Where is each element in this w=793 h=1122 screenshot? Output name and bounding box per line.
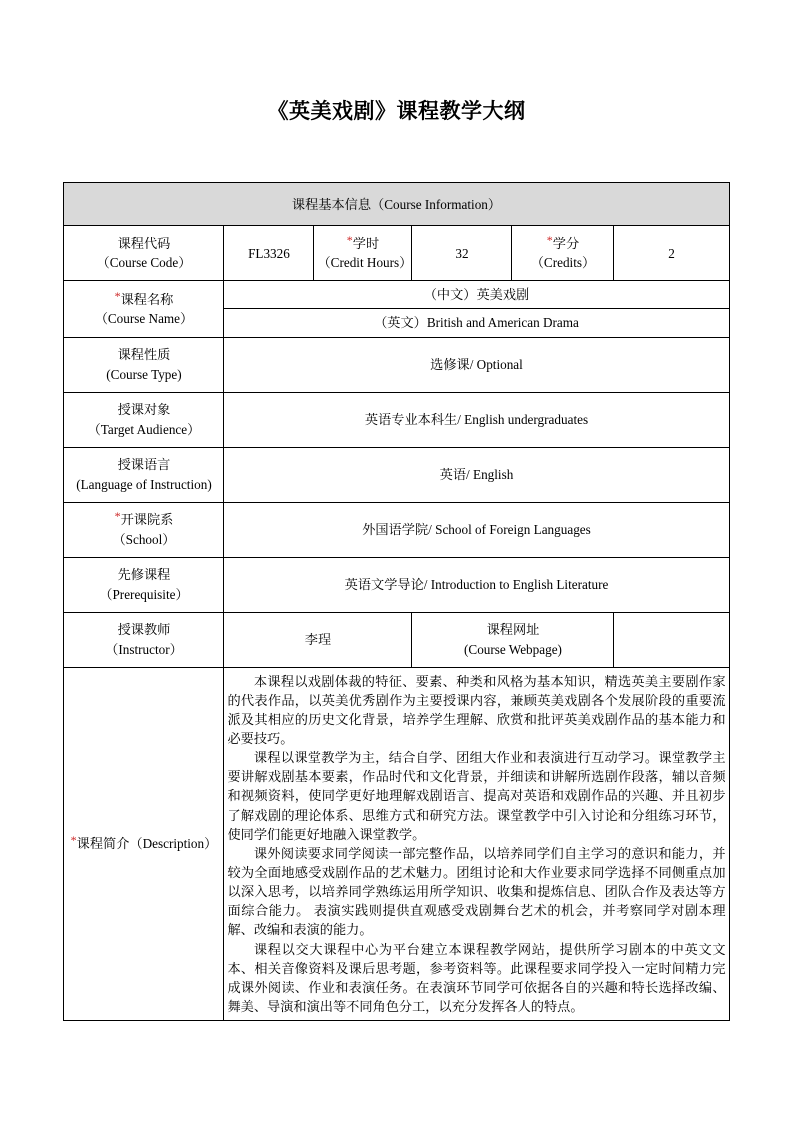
label-instructor-cn: 授课教师 [117, 622, 171, 638]
page-title: 《英美戏剧》课程教学大纲 [267, 99, 526, 123]
label-course-code-cn: 课程代码 [117, 236, 171, 252]
description-paragraph: 本课程以戏剧体裁的特征、要素、种类和风格为基本知识，精选英美主要剧作家的代表作品，以英美优秀剧作为主要授课内容，兼顾英美戏剧各个发展阶段的重要流派及其相应的历史文化背景，培养学生理解、欣赏和批评英美戏剧作品的基本能力和必要技巧。 [227, 673, 726, 746]
label-target-audience-en: （Target Audience） [87, 421, 201, 437]
label-credit-hours-en: （Credit Hours） [317, 255, 413, 271]
table-row-school [64, 502, 729, 557]
label-course-code [64, 226, 224, 281]
label-course-name-cn [67, 290, 220, 309]
label-course-name-en: （Course Name） [94, 310, 194, 326]
value-description [224, 667, 729, 1021]
label-instructor [64, 612, 224, 667]
label-prerequisite-cn: 先修课程 [117, 567, 171, 583]
required-marker-icon: * [546, 233, 553, 248]
label-prerequisite-en: （Prerequisite） [99, 586, 189, 602]
label-description-text: 课程简介（Description） [76, 836, 218, 852]
description-paragraph: 课外阅读要求同学阅读一部完整作品，以培养同学们自主学习的意识和能力，并较为全面地感受戏剧作品的艺术魅力。团组讨论和大作业要求同学选择不同侧重点加以深入思考，以培养同学熟练运用所学知识、收集和提炼信息、团队合作及表达等方面综合能力。 表演实践则提供直观感受戏剧舞台艺术的机会，并考察同学对剧本理解、改编和表演的能力。 [227, 845, 726, 938]
label-school [64, 502, 224, 557]
label-credit-hours-cn-text: 学时 [352, 236, 380, 252]
label-course-name-cn-text: 课程名称 [120, 291, 174, 307]
label-description [64, 667, 224, 1021]
value-prerequisite: 英语文学导论/ Introduction to English Literature [224, 557, 729, 612]
description-paragraph: 课程以课堂教学为主，结合自学、团组大作业和表演进行互动学习。课堂教学主要讲解戏剧基本要素，作品时代和文化背景，并细读和讲解所选剧作段落，辅以音频和视频资料，使同学更好地理解戏剧语言、提高对英语和戏剧作品的兴趣、并且初步了解戏剧的理论体系、思维方式和研究方法。课堂教学中引入讨论和分组练习环节，使同学们能更好地融入课堂教学。 [227, 750, 726, 842]
section-header-course-information: 课程基本信息（Course Information） [64, 183, 729, 226]
table-row-description [64, 667, 729, 1021]
required-marker-icon: * [346, 233, 353, 248]
label-course-webpage [412, 612, 614, 667]
label-credits [512, 226, 614, 281]
label-credit-hours [314, 226, 412, 281]
label-credit-hours-cn [317, 234, 408, 253]
label-course-type-en: (Course Type) [106, 366, 182, 382]
value-course-name-en: （英文）British and American Drama [224, 309, 729, 337]
label-target-audience [64, 392, 224, 447]
label-course-type-cn: 课程性质 [117, 347, 171, 363]
label-credits-en: （Credits） [530, 255, 596, 271]
label-course-name [64, 281, 224, 337]
description-paragraph: 课程以交大课程中心为平台建立本课程教学网站，提供所学习剧本的中英文文本、相关音像资料及课后思考题，参考资料等。此课程要求同学投入一定时间精力完成课外阅读、作业和表演任务。在表演环节同学可依据各自的兴趣和特长选择改编、舞美、导演和演出等不同角色分工，以充分发挥各人的特点。 [227, 941, 726, 1014]
table-row-language-of-instruction [64, 447, 729, 502]
value-course-name-cn: （中文）英美戏剧 [224, 281, 729, 309]
value-instructor: 李珵 [224, 612, 412, 667]
table-row-code-hours-credits [64, 226, 729, 281]
table-row-instructor-webpage [64, 612, 729, 667]
value-credit-hours: 32 [412, 226, 512, 281]
required-marker-icon: * [114, 509, 121, 524]
label-language-of-instruction-en: (Language of Instruction) [76, 476, 212, 492]
value-course-type: 选修课/ Optional [224, 337, 729, 392]
value-school: 外国语学院/ School of Foreign Languages [224, 502, 729, 557]
label-course-webpage-en: (Course Webpage) [464, 641, 562, 657]
course-information-table [63, 182, 729, 1021]
label-language-of-instruction-cn: 授课语言 [117, 457, 171, 473]
table-row-section-header [64, 183, 729, 226]
value-course-code: FL3326 [224, 226, 314, 281]
label-credits-cn [515, 234, 610, 253]
label-school-cn [67, 510, 220, 529]
required-marker-icon: * [114, 288, 121, 303]
table-row-target-audience [64, 392, 729, 447]
label-school-cn-text: 开课院系 [120, 512, 174, 528]
label-credits-cn-text: 学分 [552, 236, 580, 252]
value-language-of-instruction: 英语/ English [224, 447, 729, 502]
label-target-audience-cn: 授课对象 [117, 402, 171, 418]
label-prerequisite [64, 557, 224, 612]
label-course-type [64, 337, 224, 392]
table-row-course-type [64, 337, 729, 392]
table-row-course-name-cn [64, 281, 729, 309]
label-instructor-en: （Instructor） [105, 641, 183, 657]
label-course-code-en: （Course Code） [96, 255, 192, 271]
label-course-webpage-cn: 课程网址 [486, 622, 540, 638]
label-school-en: （School） [112, 531, 176, 547]
required-marker-icon: * [70, 833, 77, 848]
value-target-audience: 英语专业本科生/ English undergraduates [224, 392, 729, 447]
value-credits: 2 [614, 226, 729, 281]
value-course-webpage[interactable] [614, 612, 729, 667]
table-row-prerequisite [64, 557, 729, 612]
label-language-of-instruction [64, 447, 224, 502]
